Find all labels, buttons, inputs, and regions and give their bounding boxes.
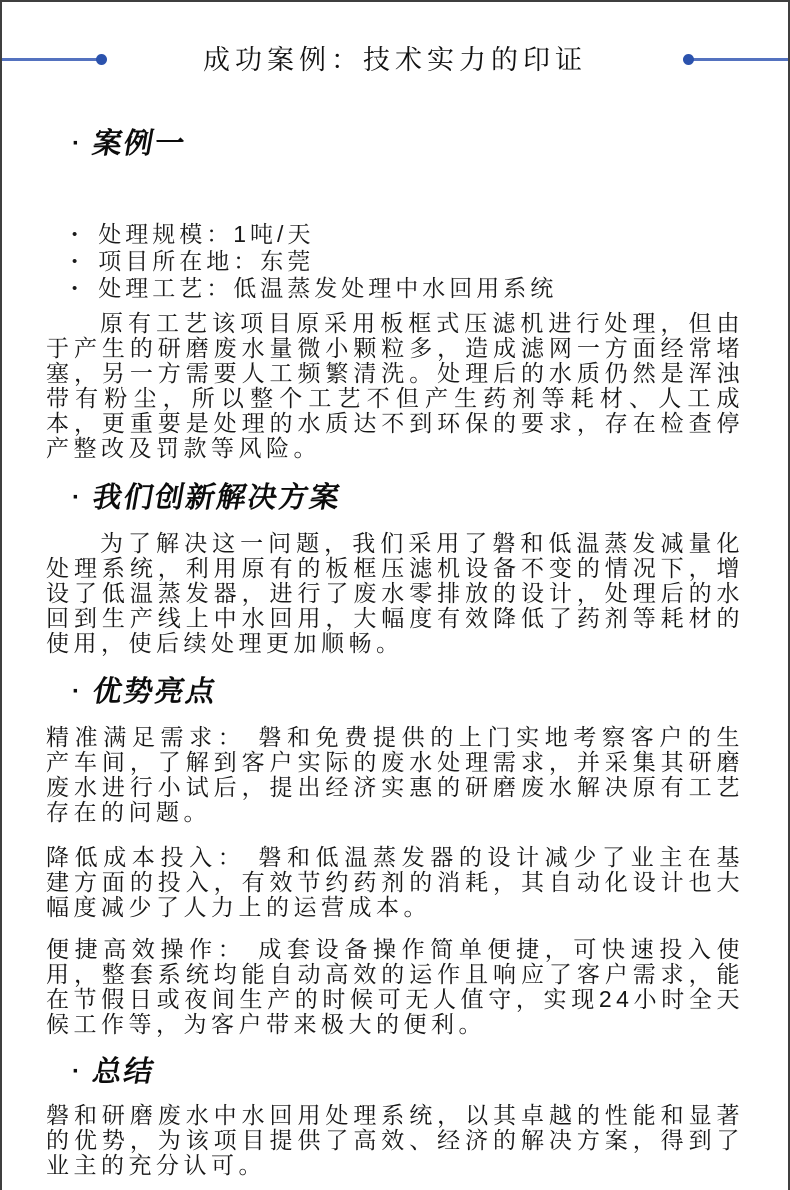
list-item-location-text: 项目所在地：东莞 <box>98 248 315 274</box>
page-title: 成功案例：技术实力的印证 <box>203 45 587 75</box>
section-heading-solution <box>46 481 744 515</box>
paragraph-advantage-convenience: 便捷高效操作： 成套设备操作简单便捷，可快速投入使用，整套系统均能自动高效的运作且响应了客户需求，能在节假日或夜间生产的时候可无人值守，实现24小时全天候工作等，为客户带来极大的便利。 <box>46 936 744 1037</box>
paragraph-advantage-precision: 精准满足需求： 磐和免费提供的上门实地考察客户的生产车间，了解到客户实际的废水处理需求，并采集其研磨废水进行小试后，提出经济实惠的研磨废水解决原有工艺存在的问题。 <box>46 724 744 825</box>
section-heading-summary <box>46 1055 744 1089</box>
paragraph-summary: 磐和研磨废水中水回用处理系统，以其卓越的性能和显著的优势，为该项目提供了高效、经济的解决方案，得到了业主的充分认可。 <box>46 1102 744 1178</box>
heading-bullet-icon: · <box>72 678 80 705</box>
list-item-location <box>72 248 744 275</box>
list-bullet-icon: • <box>72 280 82 297</box>
heading-bullet-icon: · <box>72 484 80 511</box>
paragraph-original-process: 原有工艺该项目原采用板框式压滤机进行处理，但由于产生的研磨废水量微小颗粒多，造成滤网一方面经常堵塞，另一方需要人工频繁清洗。处理后的水质仍然是浑浊带有粉尘，所以整个工艺不但产生药剂等耗材、人工成本，更重要是处理的水质达不到环保的要求，存在检查停产整改及罚款等风险。 <box>46 310 744 461</box>
list-bullet-icon: • <box>72 226 82 243</box>
header-right-accent-line <box>692 58 788 61</box>
list-bullet-icon: • <box>72 253 82 270</box>
list-item-scale-text: 处理规模：1吨/天 <box>98 221 315 247</box>
section-heading-advantages <box>46 675 744 709</box>
list-item-scale <box>72 221 744 248</box>
page-content <box>2 127 788 1178</box>
section-heading-advantages-label: 优势亮点 <box>90 676 220 708</box>
section-heading-case1 <box>46 127 744 161</box>
section-heading-solution-label: 我们创新解决方案 <box>90 482 344 514</box>
section-heading-summary-label: 总结 <box>90 1056 158 1088</box>
heading-bullet-icon: · <box>72 1058 80 1085</box>
list-item-process <box>72 275 744 302</box>
page-header <box>2 2 788 77</box>
case-info-list <box>46 221 744 302</box>
paragraph-advantage-cost: 降低成本投入： 磐和低温蒸发器的设计减少了业主在基建方面的投入，有效节约药剂的消耗，其自动化设计也大幅度减少了人力上的运营成本。 <box>46 844 744 920</box>
heading-bullet-icon: · <box>72 130 80 157</box>
section-heading-case1-label: 案例一 <box>90 128 189 160</box>
header-right-accent-dot <box>683 54 694 65</box>
list-item-process-text: 处理工艺：低温蒸发处理中水回用系统 <box>98 275 558 301</box>
paragraph-solution: 为了解决这一问题，我们采用了磐和低温蒸发减量化处理系统，利用原有的板框压滤机设备不变的情况下，增设了低温蒸发器，进行了废水零排放的设计，处理后的水回到生产线上中水回用，大幅度有效降低了药剂等耗材的使用，使后续处理更加顺畅。 <box>46 530 744 656</box>
